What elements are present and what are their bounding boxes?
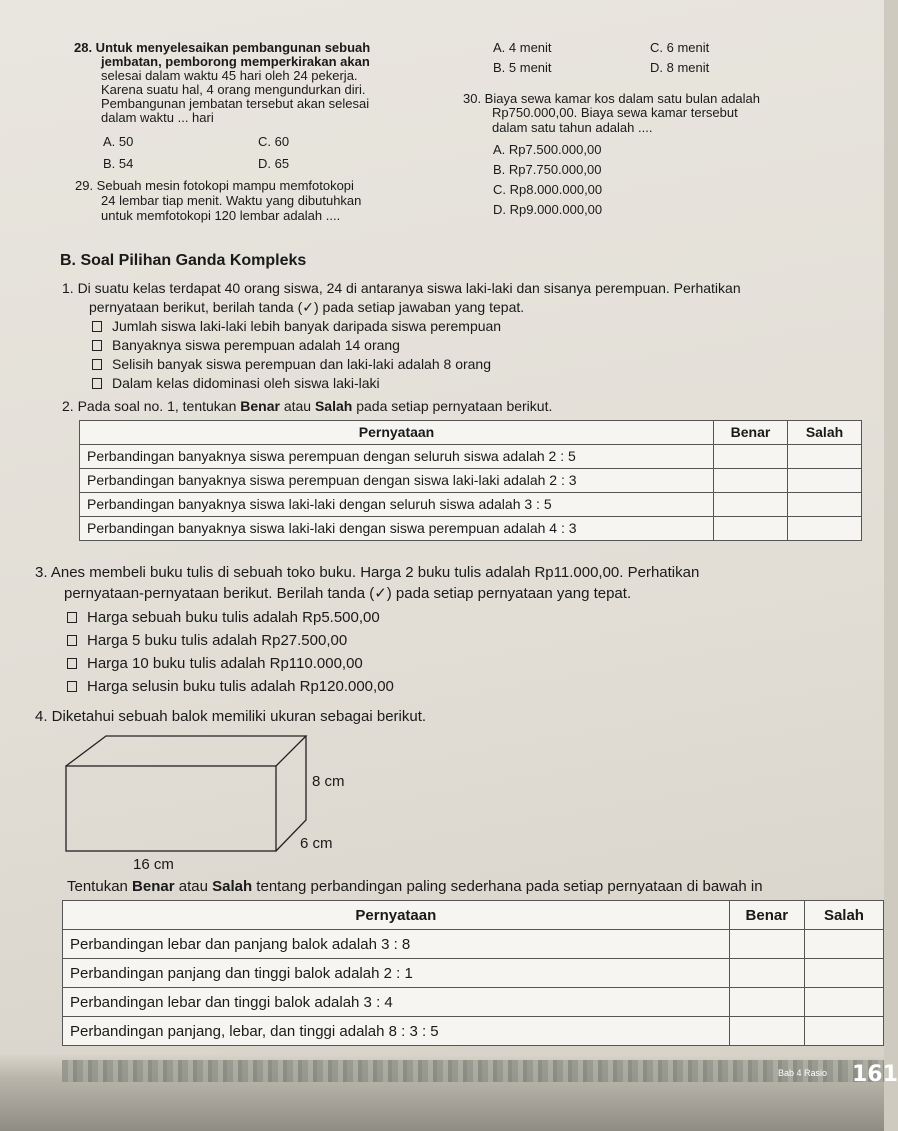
b3-line: 3. Anes membeli buku tulis di sebuah toko buku. Harga 2 buku tulis adalah Rp11.000,00. Perhatikan [35, 564, 700, 581]
salah-cell[interactable] [804, 959, 883, 988]
q29-line: 24 lembar tiap menit. Waktu yang dibutuhkan [101, 193, 362, 208]
b1-line: pernyataan berikut, berilah tanda (✓) pada setiap jawaban yang tepat. [89, 299, 525, 315]
cuboid-figure [60, 730, 370, 875]
q28-line: 28. Untuk menyelesaikan pembangunan sebuah [74, 40, 371, 55]
salah-cell[interactable] [788, 493, 862, 517]
benar-cell[interactable] [729, 959, 804, 988]
q29-line: 29. Sebuah mesin fotokopi mampu memfotokopi [75, 178, 354, 193]
benar-cell[interactable] [729, 988, 804, 1017]
q28-option-b: B. 54 [103, 156, 134, 171]
table-row [80, 469, 862, 493]
q28-line: dalam waktu ... hari [101, 110, 214, 125]
benar-cell[interactable] [729, 1017, 804, 1046]
salah-cell[interactable] [788, 445, 862, 469]
q28-line: selesai dalam waktu 45 hari oleh 24 pekerja. [101, 68, 358, 83]
b3-option[interactable]: Harga 5 buku tulis adalah Rp27.500,00 [67, 631, 347, 650]
salah-cell[interactable] [804, 1017, 883, 1046]
statement-cell: Perbandingan panjang dan tinggi balok adalah 2 : 1 [63, 959, 730, 988]
checkbox[interactable] [67, 658, 77, 669]
footer-decoration [62, 1060, 884, 1082]
checkbox[interactable] [92, 359, 102, 370]
checkbox[interactable] [92, 378, 102, 389]
statement-cell: Perbandingan lebar dan tinggi balok adalah 3 : 4 [63, 988, 730, 1017]
checkbox[interactable] [92, 321, 102, 332]
q30-option-a: A. Rp7.500.000,00 [493, 142, 602, 157]
b1-line: 1. Di suatu kelas terdapat 40 orang siswa, 24 di antaranya siswa laki-laki dan sisanya perempuan. Perhatikan [62, 280, 741, 296]
q28-line: Pembangunan jembatan tersebut akan selesai [101, 96, 370, 111]
header-benar: Benar [714, 421, 788, 445]
header-pernyataan: Pernyataan [80, 421, 714, 445]
benar-cell[interactable] [729, 930, 804, 959]
q30-option-b: B. Rp7.750.000,00 [493, 162, 602, 177]
q29-line: untuk memfotokopi 120 lembar adalah .... [101, 208, 341, 223]
page-number: 161 [852, 1062, 898, 1087]
statement-cell: Perbandingan banyaknya siswa laki-laki dengan seluruh siswa adalah 3 : 5 [80, 493, 714, 517]
statement-cell: Perbandingan banyaknya siswa laki-laki dengan siswa perempuan adalah 4 : 3 [80, 517, 714, 541]
table-header-row [63, 901, 884, 930]
table-row [80, 517, 862, 541]
benar-cell[interactable] [714, 469, 788, 493]
checkbox[interactable] [67, 681, 77, 692]
salah-cell[interactable] [804, 988, 883, 1017]
b4-instruction: Tentukan Benar atau Salah tentang perbandingan paling sederhana pada setiap pernyataan di bawah in [67, 878, 763, 895]
section-b-title: B. Soal Pilihan Ganda Kompleks [60, 252, 307, 269]
checkbox[interactable] [92, 340, 102, 351]
checkbox[interactable] [67, 612, 77, 623]
b4-table [62, 900, 884, 1046]
header-salah: Salah [804, 901, 883, 930]
q29-option-d: D. 8 menit [650, 60, 710, 75]
statement-cell: Perbandingan banyaknya siswa perempuan dengan seluruh siswa adalah 2 : 5 [80, 445, 714, 469]
width-label: 6 cm [300, 835, 333, 852]
b3-option[interactable]: Harga sebuah buku tulis adalah Rp5.500,00 [67, 608, 380, 627]
q30-line: Rp750.000,00. Biaya sewa kamar tersebut [492, 105, 738, 120]
table-row [63, 930, 884, 959]
b3-option[interactable]: Harga 10 buku tulis adalah Rp110.000,00 [67, 654, 363, 673]
b4-intro: 4. Diketahui sebuah balok memiliki ukuran sebagai berikut. [35, 708, 427, 725]
salah-cell[interactable] [788, 469, 862, 493]
b3-line: pernyataan-pernyataan berikut. Berilah tanda (✓) pada setiap pernyataan yang tepat. [64, 585, 632, 602]
statement-cell: Perbandingan banyaknya siswa perempuan dengan siswa laki-laki adalah 2 : 3 [80, 469, 714, 493]
table-row [63, 959, 884, 988]
table-row [80, 445, 862, 469]
benar-cell[interactable] [714, 445, 788, 469]
header-salah: Salah [788, 421, 862, 445]
salah-cell[interactable] [804, 930, 883, 959]
q29-option-a: A. 4 menit [493, 40, 552, 55]
q28-line: jembatan, pemborong memperkirakan akan [101, 54, 370, 69]
chapter-label: Bab 4 Rasio [778, 1068, 828, 1078]
height-label: 8 cm [312, 773, 345, 790]
b1-option[interactable]: Selisih banyak siswa perempuan dan laki-laki adalah 8 orang [92, 356, 491, 373]
b2-intro: 2. Pada soal no. 1, tentukan Benar atau Salah pada setiap pernyataan berikut. [62, 398, 553, 414]
header-benar: Benar [729, 901, 804, 930]
table-row [80, 493, 862, 517]
q29-option-c: C. 6 menit [650, 40, 710, 55]
benar-cell[interactable] [714, 517, 788, 541]
b1-option[interactable]: Jumlah siswa laki-laki lebih banyak daripada siswa perempuan [92, 318, 501, 335]
length-label: 16 cm [133, 856, 174, 873]
q29-option-b: B. 5 menit [493, 60, 552, 75]
q28-option-a: A. 50 [103, 134, 134, 149]
b1-option[interactable]: Banyaknya siswa perempuan adalah 14 orang [92, 337, 400, 354]
salah-cell[interactable] [788, 517, 862, 541]
b2-table [79, 420, 862, 541]
b1-option[interactable]: Dalam kelas didominasi oleh siswa laki-laki [92, 375, 380, 392]
q30-option-d: D. Rp9.000.000,00 [493, 202, 603, 217]
table-row [63, 988, 884, 1017]
q30-line: 30. Biaya sewa kamar kos dalam satu bulan adalah [463, 91, 761, 106]
b3-option[interactable]: Harga selusin buku tulis adalah Rp120.000,00 [67, 677, 394, 696]
benar-cell[interactable] [714, 493, 788, 517]
q28-option-c: C. 60 [258, 134, 290, 149]
header-pernyataan: Pernyataan [63, 901, 730, 930]
q30-option-c: C. Rp8.000.000,00 [493, 182, 603, 197]
statement-cell: Perbandingan lebar dan panjang balok adalah 3 : 8 [63, 930, 730, 959]
q28-line: Karena suatu hal, 4 orang mengundurkan diri. [101, 82, 366, 97]
q28-option-d: D. 65 [258, 156, 290, 171]
q30-line: dalam satu tahun adalah .... [492, 120, 653, 135]
checkbox[interactable] [67, 635, 77, 646]
table-header-row [80, 421, 862, 445]
table-row [63, 1017, 884, 1046]
statement-cell: Perbandingan panjang, lebar, dan tinggi adalah 8 : 3 : 5 [63, 1017, 730, 1046]
